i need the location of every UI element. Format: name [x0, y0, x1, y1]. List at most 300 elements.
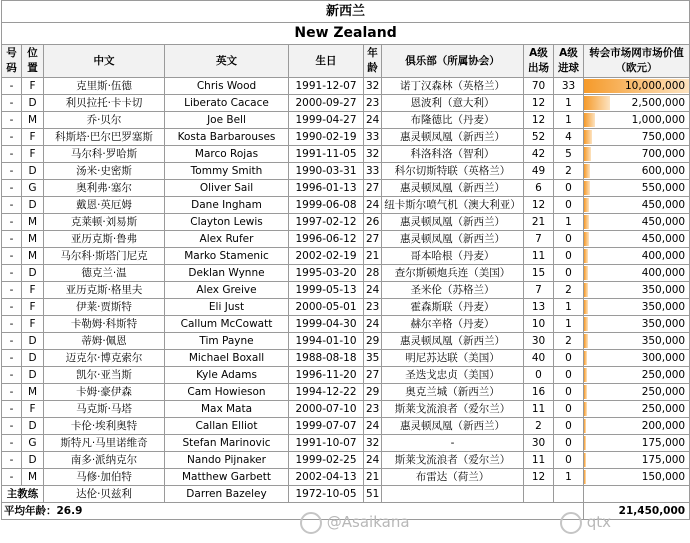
- player-pos: D: [22, 265, 44, 282]
- player-cn: 马尔科·斯塔门尼克: [44, 248, 165, 265]
- player-value: [584, 180, 690, 197]
- player-en: Marko Stamenic: [165, 248, 289, 265]
- player-num: -: [2, 469, 22, 486]
- player-club: 科尔切斯特联（英格兰）: [382, 163, 524, 180]
- player-cn: 克莱顿·刘易斯: [44, 214, 165, 231]
- player-dob: 1988-08-18: [289, 350, 364, 367]
- player-row: [2, 146, 690, 163]
- coach-empty: [524, 486, 554, 503]
- coach-age: 51: [364, 486, 382, 503]
- total-market-value: 21,450,000: [584, 503, 690, 520]
- player-dob: 1999-07-07: [289, 418, 364, 435]
- player-en: Nando Pijnaker: [165, 452, 289, 469]
- player-row: [2, 112, 690, 129]
- player-num: -: [2, 248, 22, 265]
- player-num: -: [2, 367, 22, 384]
- value-text: 250,000: [641, 403, 686, 415]
- player-row: [2, 265, 690, 282]
- player-club: 惠灵顿凤凰（新西兰）: [382, 333, 524, 350]
- header-apps: A级出场: [524, 45, 554, 78]
- player-age: 21: [364, 248, 382, 265]
- header-cn: 中文: [44, 45, 165, 78]
- player-en: Liberato Cacace: [165, 95, 289, 112]
- player-row: [2, 367, 690, 384]
- player-cn: 卡姆·豪伊森: [44, 384, 165, 401]
- player-age: 29: [364, 333, 382, 350]
- player-apps: 49: [524, 163, 554, 180]
- player-row: [2, 197, 690, 214]
- value-bar: [584, 334, 588, 348]
- weibo-icon: [300, 512, 322, 534]
- player-en: Michael Boxall: [165, 350, 289, 367]
- player-pos: F: [22, 299, 44, 316]
- player-value: [584, 197, 690, 214]
- player-row: [2, 214, 690, 231]
- player-club: -: [382, 435, 524, 452]
- player-num: -: [2, 299, 22, 316]
- player-apps: 11: [524, 401, 554, 418]
- player-row: [2, 78, 690, 95]
- player-apps: 15: [524, 265, 554, 282]
- header-age: 年龄: [364, 45, 382, 78]
- player-cn: 迈克尔·博克索尔: [44, 350, 165, 367]
- player-club: 圣迭戈忠贞（美国）: [382, 367, 524, 384]
- value-text: 700,000: [641, 148, 686, 160]
- player-pos: D: [22, 367, 44, 384]
- player-value: [584, 163, 690, 180]
- player-dob: 1996-11-20: [289, 367, 364, 384]
- value-text: 175,000: [641, 454, 686, 466]
- player-value: [584, 418, 690, 435]
- player-pos: D: [22, 95, 44, 112]
- player-en: Cam Howieson: [165, 384, 289, 401]
- player-club: 哥本哈根（丹麦）: [382, 248, 524, 265]
- value-text: 10,000,000: [624, 80, 686, 92]
- value-text: 250,000: [641, 386, 686, 398]
- player-apps: 42: [524, 146, 554, 163]
- player-dob: 1997-02-12: [289, 214, 364, 231]
- value-bar: [584, 113, 595, 127]
- player-row: [2, 282, 690, 299]
- player-age: 24: [364, 282, 382, 299]
- player-en: Max Mata: [165, 401, 289, 418]
- value-bar: [584, 351, 587, 365]
- player-apps: 13: [524, 299, 554, 316]
- player-goals: 0: [554, 384, 584, 401]
- value-text: 2,500,000: [631, 97, 686, 109]
- player-row: [2, 350, 690, 367]
- player-en: Tommy Smith: [165, 163, 289, 180]
- player-apps: 30: [524, 435, 554, 452]
- player-age: 27: [364, 180, 382, 197]
- header-club: 俱乐部（所属协会）: [382, 45, 524, 78]
- value-bar: [584, 470, 586, 484]
- value-bar: [584, 164, 590, 178]
- value-bar: [584, 300, 588, 314]
- watermark: [300, 508, 410, 536]
- value-bar: [584, 436, 586, 450]
- player-dob: 2000-05-01: [289, 299, 364, 316]
- value-bar: [584, 402, 587, 416]
- player-pos: F: [22, 78, 44, 95]
- player-row: [2, 469, 690, 486]
- player-apps: 12: [524, 197, 554, 214]
- player-pos: M: [22, 469, 44, 486]
- player-age: 21: [364, 469, 382, 486]
- player-num: -: [2, 180, 22, 197]
- player-goals: 33: [554, 78, 584, 95]
- player-en: Eli Just: [165, 299, 289, 316]
- player-num: -: [2, 435, 22, 452]
- player-pos: F: [22, 401, 44, 418]
- player-pos: G: [22, 435, 44, 452]
- player-dob: 1994-01-10: [289, 333, 364, 350]
- player-value: [584, 367, 690, 384]
- player-apps: 11: [524, 452, 554, 469]
- player-goals: 0: [554, 435, 584, 452]
- player-num: -: [2, 231, 22, 248]
- player-apps: 12: [524, 469, 554, 486]
- player-apps: 10: [524, 316, 554, 333]
- player-club: 恩波利（意大利）: [382, 95, 524, 112]
- player-age: 26: [364, 214, 382, 231]
- player-num: -: [2, 78, 22, 95]
- player-apps: 11: [524, 248, 554, 265]
- value-bar: [584, 215, 589, 229]
- player-row: [2, 248, 690, 265]
- player-apps: 40: [524, 350, 554, 367]
- player-en: Clayton Lewis: [165, 214, 289, 231]
- player-en: Deklan Wynne: [165, 265, 289, 282]
- player-en: Joe Bell: [165, 112, 289, 129]
- value-text: 150,000: [641, 471, 686, 483]
- player-value: [584, 282, 690, 299]
- player-cn: 伊莱·贾斯特: [44, 299, 165, 316]
- value-bar: [584, 317, 588, 331]
- player-num: -: [2, 95, 22, 112]
- player-age: 32: [364, 78, 382, 95]
- player-row: [2, 231, 690, 248]
- coach-label: 主教练: [2, 486, 44, 503]
- player-apps: 52: [524, 129, 554, 146]
- player-row: [2, 180, 690, 197]
- value-bar: [584, 130, 592, 144]
- player-dob: 2000-07-10: [289, 401, 364, 418]
- player-goals: 1: [554, 469, 584, 486]
- player-pos: F: [22, 316, 44, 333]
- player-club: 斯莱戈流浪者（爱尔兰）: [382, 452, 524, 469]
- player-cn: 马克斯·马塔: [44, 401, 165, 418]
- player-age: 23: [364, 95, 382, 112]
- player-goals: 0: [554, 452, 584, 469]
- value-text: 350,000: [641, 284, 686, 296]
- player-value: [584, 265, 690, 282]
- player-goals: 1: [554, 299, 584, 316]
- value-bar: [584, 147, 591, 161]
- player-club: 赫尔辛格（丹麦）: [382, 316, 524, 333]
- player-cn: 蒂姆·佩恩: [44, 333, 165, 350]
- player-dob: 1999-02-25: [289, 452, 364, 469]
- value-bar: [584, 453, 586, 467]
- player-club: 纽卡斯尔喷气机（澳大利亚）: [382, 197, 524, 214]
- player-age: 24: [364, 197, 382, 214]
- player-apps: 6: [524, 180, 554, 197]
- player-goals: 1: [554, 214, 584, 231]
- player-club: 惠灵顿凤凰（新西兰）: [382, 418, 524, 435]
- player-num: -: [2, 333, 22, 350]
- player-value: [584, 384, 690, 401]
- player-en: Chris Wood: [165, 78, 289, 95]
- player-dob: 1999-05-13: [289, 282, 364, 299]
- player-cn: 斯特凡·马里诺维奇: [44, 435, 165, 452]
- player-pos: D: [22, 418, 44, 435]
- player-age: 24: [364, 452, 382, 469]
- player-cn: 乔·贝尔: [44, 112, 165, 129]
- player-row: [2, 333, 690, 350]
- player-dob: 1990-03-31: [289, 163, 364, 180]
- player-club: 查尔斯顿炮兵连（美国）: [382, 265, 524, 282]
- player-pos: M: [22, 231, 44, 248]
- player-age: 23: [364, 299, 382, 316]
- player-pos: M: [22, 248, 44, 265]
- player-goals: 0: [554, 265, 584, 282]
- player-cn: 卡伦·埃利奥特: [44, 418, 165, 435]
- player-en: Alex Greive: [165, 282, 289, 299]
- player-goals: 0: [554, 248, 584, 265]
- player-dob: 1996-06-12: [289, 231, 364, 248]
- player-age: 24: [364, 418, 382, 435]
- player-apps: 7: [524, 282, 554, 299]
- player-pos: D: [22, 163, 44, 180]
- player-num: -: [2, 129, 22, 146]
- player-dob: 1991-10-07: [289, 435, 364, 452]
- player-goals: 0: [554, 350, 584, 367]
- player-num: -: [2, 384, 22, 401]
- player-num: -: [2, 265, 22, 282]
- player-club: 斯莱戈流浪者（爱尔兰）: [382, 401, 524, 418]
- logo-text: qtx: [586, 513, 612, 531]
- header-pos: 位置: [22, 45, 44, 78]
- title-en-row: [2, 23, 690, 45]
- logo-icon: [560, 512, 582, 534]
- player-apps: 2: [524, 418, 554, 435]
- player-age: 32: [364, 435, 382, 452]
- player-en: Stefan Marinovic: [165, 435, 289, 452]
- player-row: [2, 418, 690, 435]
- player-num: -: [2, 452, 22, 469]
- player-row: [2, 316, 690, 333]
- player-goals: 2: [554, 333, 584, 350]
- player-cn: 亚历克斯·鲁弗: [44, 231, 165, 248]
- player-dob: 2002-02-19: [289, 248, 364, 265]
- player-value: [584, 146, 690, 163]
- player-goals: 1: [554, 112, 584, 129]
- player-num: -: [2, 112, 22, 129]
- player-pos: F: [22, 129, 44, 146]
- player-cn: 马尔科·罗哈斯: [44, 146, 165, 163]
- player-age: 32: [364, 146, 382, 163]
- player-club: 惠灵顿凤凰（新西兰）: [382, 231, 524, 248]
- header-num: 号码: [2, 45, 22, 78]
- player-dob: 1990-02-19: [289, 129, 364, 146]
- value-text: 200,000: [641, 420, 686, 432]
- player-club: 诺丁汉森林（英格兰）: [382, 78, 524, 95]
- value-bar: [584, 232, 589, 246]
- player-apps: 12: [524, 112, 554, 129]
- player-club: 布隆德比（丹麦）: [382, 112, 524, 129]
- title-en: New Zealand: [2, 23, 690, 45]
- player-pos: F: [22, 282, 44, 299]
- header-goals: A级进球: [554, 45, 584, 78]
- player-dob: 1995-03-20: [289, 265, 364, 282]
- player-cn: 汤米·史密斯: [44, 163, 165, 180]
- player-row: [2, 384, 690, 401]
- player-row: [2, 401, 690, 418]
- player-pos: G: [22, 180, 44, 197]
- player-value: [584, 78, 690, 95]
- value-text: 450,000: [641, 216, 686, 228]
- player-goals: 0: [554, 418, 584, 435]
- player-dob: 1999-04-30: [289, 316, 364, 333]
- player-value: [584, 95, 690, 112]
- player-age: 24: [364, 316, 382, 333]
- value-bar: [584, 181, 590, 195]
- value-text: 550,000: [641, 182, 686, 194]
- value-text: 750,000: [641, 131, 686, 143]
- player-value: [584, 350, 690, 367]
- player-club: 布雷达（荷兰）: [382, 469, 524, 486]
- player-value: [584, 333, 690, 350]
- player-age: 29: [364, 384, 382, 401]
- squad-table: [1, 0, 690, 520]
- player-num: -: [2, 214, 22, 231]
- player-en: Kyle Adams: [165, 367, 289, 384]
- player-value: [584, 435, 690, 452]
- player-value: [584, 316, 690, 333]
- player-value: [584, 299, 690, 316]
- player-cn: 亚历克斯·格里夫: [44, 282, 165, 299]
- player-club: 圣米伦（苏格兰）: [382, 282, 524, 299]
- player-apps: 12: [524, 95, 554, 112]
- player-club: 霍森斯联（丹麦）: [382, 299, 524, 316]
- player-cn: 德克兰·温: [44, 265, 165, 282]
- player-value: [584, 214, 690, 231]
- player-cn: 克里斯·伍德: [44, 78, 165, 95]
- player-club: 惠灵顿凤凰（新西兰）: [382, 129, 524, 146]
- player-pos: M: [22, 112, 44, 129]
- player-pos: D: [22, 350, 44, 367]
- player-age: 35: [364, 350, 382, 367]
- player-cn: 利贝拉托·卡卡切: [44, 95, 165, 112]
- player-en: Marco Rojas: [165, 146, 289, 163]
- player-pos: D: [22, 197, 44, 214]
- player-row: [2, 95, 690, 112]
- player-club: 惠灵顿凤凰（新西兰）: [382, 214, 524, 231]
- value-bar: [584, 283, 588, 297]
- coach-cn: 达伦·贝兹利: [44, 486, 165, 503]
- player-en: Tim Payne: [165, 333, 289, 350]
- value-bar: [584, 96, 610, 110]
- value-text: 450,000: [641, 199, 686, 211]
- player-age: 27: [364, 231, 382, 248]
- player-en: Callum McCowatt: [165, 316, 289, 333]
- player-num: -: [2, 282, 22, 299]
- player-cn: 马修·加伯特: [44, 469, 165, 486]
- player-num: -: [2, 350, 22, 367]
- value-text: 450,000: [641, 233, 686, 245]
- player-cn: 奥利弗·塞尔: [44, 180, 165, 197]
- player-row: [2, 129, 690, 146]
- player-en: Kosta Barbarouses: [165, 129, 289, 146]
- value-text: 1,000,000: [631, 114, 686, 126]
- watermark-text: @Asaikana: [326, 513, 410, 531]
- player-club: 惠灵顿凤凰（新西兰）: [382, 180, 524, 197]
- player-num: -: [2, 316, 22, 333]
- header-dob: 生日: [289, 45, 364, 78]
- player-num: -: [2, 163, 22, 180]
- player-dob: 1994-12-22: [289, 384, 364, 401]
- player-goals: 0: [554, 180, 584, 197]
- player-goals: 0: [554, 231, 584, 248]
- player-age: 33: [364, 163, 382, 180]
- coach-empty: [382, 486, 524, 503]
- player-club: 科洛科洛（智利）: [382, 146, 524, 163]
- player-goals: 0: [554, 401, 584, 418]
- value-text: 400,000: [641, 250, 686, 262]
- player-row: [2, 452, 690, 469]
- player-en: Callan Elliot: [165, 418, 289, 435]
- player-value: [584, 112, 690, 129]
- value-text: 350,000: [641, 335, 686, 347]
- value-bar: [584, 368, 587, 382]
- player-apps: 30: [524, 333, 554, 350]
- player-en: Dane Ingham: [165, 197, 289, 214]
- player-apps: 21: [524, 214, 554, 231]
- player-goals: 4: [554, 129, 584, 146]
- coach-empty: [554, 486, 584, 503]
- player-dob: 1999-06-08: [289, 197, 364, 214]
- player-age: 28: [364, 265, 382, 282]
- player-goals: 0: [554, 197, 584, 214]
- player-dob: 2000-09-27: [289, 95, 364, 112]
- value-bar: [584, 419, 586, 433]
- player-en: Oliver Sail: [165, 180, 289, 197]
- player-goals: 2: [554, 282, 584, 299]
- player-apps: 7: [524, 231, 554, 248]
- player-num: -: [2, 146, 22, 163]
- player-goals: 0: [554, 367, 584, 384]
- player-pos: M: [22, 384, 44, 401]
- value-text: 350,000: [641, 318, 686, 330]
- value-bar: [584, 385, 587, 399]
- player-en: Alex Rufer: [165, 231, 289, 248]
- player-dob: 1999-04-27: [289, 112, 364, 129]
- player-dob: 1996-01-13: [289, 180, 364, 197]
- value-text: 400,000: [641, 267, 686, 279]
- title-cn: 新西兰: [2, 1, 690, 23]
- player-cn: 凯尔·亚当斯: [44, 367, 165, 384]
- player-pos: D: [22, 333, 44, 350]
- value-bar: [584, 198, 589, 212]
- player-age: 33: [364, 129, 382, 146]
- player-club: 明尼苏达联（美国）: [382, 350, 524, 367]
- title-cn-row: [2, 1, 690, 23]
- header-row: [2, 45, 690, 78]
- player-apps: 16: [524, 384, 554, 401]
- player-club: 奥克兰城（新西兰）: [382, 384, 524, 401]
- player-value: [584, 469, 690, 486]
- coach-dob: 1972-10-05: [289, 486, 364, 503]
